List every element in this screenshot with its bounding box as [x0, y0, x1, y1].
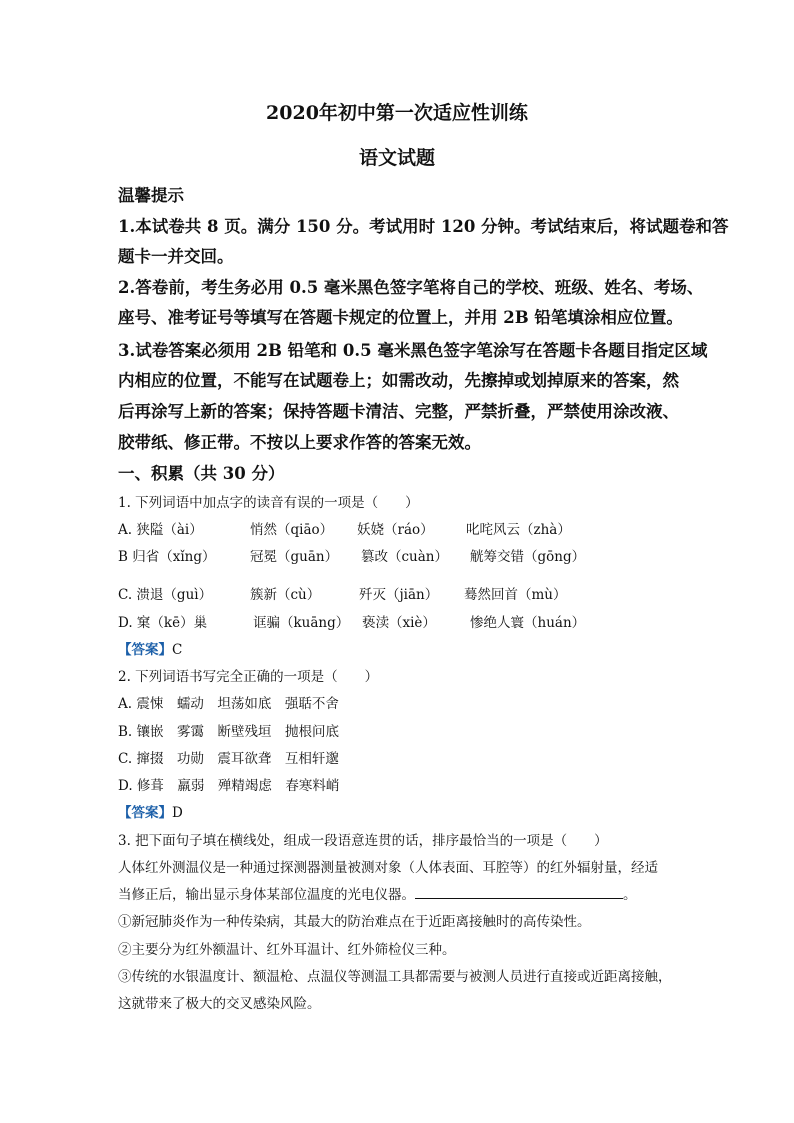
option-word: 簇新（cù）: [250, 587, 321, 603]
answer-label: 【答案】: [118, 805, 172, 821]
q2-option-b: B. 镶嵌 雾霭 断壁残垣 抛根问底: [118, 724, 340, 740]
option-word: 亵渎（xiè）: [362, 615, 436, 631]
q3-stem: 3. 把下面句子填在横线处，组成一段语意连贯的话，排序最恰当的一项是（ ）: [118, 833, 608, 849]
option-word: 歼灭（jiān）: [359, 587, 439, 603]
option-word: C. 溃退（guì）: [118, 587, 213, 603]
option-word: 冠冕（guān）: [250, 549, 339, 565]
option-word: 妖娆（ráo）: [357, 522, 434, 538]
answer-label: 【答案】: [118, 642, 172, 658]
exam-title: 2020年初中第一次适应性训练: [266, 102, 528, 124]
notice-line: 2.答卷前，考生务必用 0.5 毫米黑色签字笔将自己的学校、班级、姓名、考场、: [118, 278, 704, 297]
option-word: 叱咤风云（zhà）: [466, 522, 571, 538]
notice-line: 胶带纸、修正带。不按以上要求作答的答案无效。: [118, 433, 481, 452]
q1-stem: 1. 下列词语中加点字的读音有误的一项是（ ）: [118, 495, 419, 511]
fill-blank: [415, 886, 623, 899]
option-word: 悄然（qiāo）: [250, 522, 334, 538]
q3-sentence-3: ③传统的水银温度计、额温枪、点温仪等测温工具都需要与被测人员进行直接或近距离接触，: [118, 969, 672, 985]
notice-line: 内相应的位置，不能写在试题卷上；如需改动，先擦掉或划掉原来的答案，然: [118, 371, 679, 390]
q3-sentence-3-cont: 这就带来了极大的交叉感染风险。: [118, 996, 321, 1012]
q2-option-a: A. 震悚 蠕动 坦荡如底 强聒不舍: [118, 696, 339, 712]
notice-line: 3.试卷答案必须用 2B 铅笔和 0.5 毫米黑色签字笔涂写在答题卡各题目指定区域: [118, 341, 708, 360]
q2-option-d: D. 修葺 羸弱 殚精竭虑 春寒料峭: [118, 778, 340, 794]
option-word: B 归省（xǐng）: [118, 549, 216, 565]
q3-sentence-1: ①新冠肺炎作为一种传染病，其最大的防治难点在于近距离接触时的高传染性。: [118, 914, 591, 930]
notice-line: 座号、准考证号等填写在答题卡规定的位置上，并用 2B 铅笔填涂相应位置。: [118, 308, 683, 327]
answer-value: C: [172, 642, 183, 658]
q2-option-c: C. 撺掇 功勋 震耳欲聋 互相轩邈: [118, 751, 339, 767]
option-word: 蓦然回首（mù）: [464, 587, 567, 603]
section-heading: 一、积累（共 30 分）: [118, 464, 285, 483]
notice-line: 题卡一并交回。: [118, 247, 234, 266]
option-word: 觥筹交错（gōng）: [470, 549, 586, 565]
q2-stem: 2. 下列词语书写完全正确的一项是（ ）: [118, 669, 379, 685]
q1-answer: [118, 638, 182, 658]
option-word: D. 窠（kē）巢: [118, 615, 208, 631]
passage-text: 当修正后，输出显示身体某部位温度的光电仪器。: [118, 887, 415, 903]
option-word: 篡改（cuàn）: [361, 549, 448, 565]
q3-sentence-2: ②主要分为红外额温计、红外耳温计、红外筛检仪三种。: [118, 942, 456, 958]
notice-heading: 温馨提示: [118, 186, 184, 205]
q2-answer: [118, 801, 183, 821]
q3-passage: [118, 883, 637, 903]
notice-line: 后再涂写上新的答案；保持答题卡清洁、完整，严禁折叠，严禁使用涂改液、: [118, 402, 679, 421]
option-word: 惨绝人寰（huán）: [470, 615, 586, 631]
q3-passage: 人体红外测温仪是一种通过探测器测量被测对象（人体表面、耳腔等）的红外辐射量，经适: [118, 860, 658, 876]
option-word: A. 狭隘（ài）: [118, 522, 203, 538]
exam-subtitle: 语文试题: [358, 147, 435, 169]
answer-value: D: [172, 805, 183, 821]
option-word: 诓骗（kuāng）: [253, 615, 350, 631]
passage-end: 。: [623, 887, 637, 903]
notice-line: 1.本试卷共 8 页。满分 150 分。考试用时 120 分钟。考试结束后，将试题卷和答: [118, 217, 729, 236]
